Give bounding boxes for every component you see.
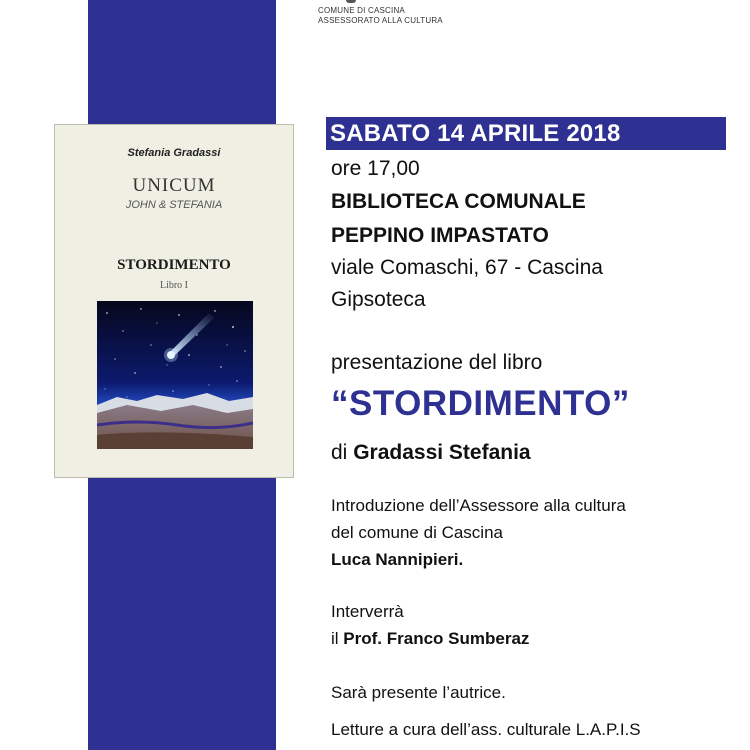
comet-night-sky-illustration	[97, 301, 253, 449]
header-institution	[318, 6, 443, 26]
book-cover-series-subtitle: JOHN & STEFANIA	[125, 199, 223, 211]
event-time: ore 17,00	[331, 157, 420, 180]
book-cover-series: UNICUM	[132, 175, 216, 196]
book-cover-volume: Libro I	[159, 280, 189, 291]
venue-address: viale Comaschi, 67 - Cascina	[331, 256, 603, 279]
venue-line-2: PEPPINO IMPASTATO	[331, 224, 549, 247]
event-date-banner: SABATO 14 APRILE 2018	[326, 117, 726, 150]
venue-location: Gipsoteca	[331, 288, 426, 311]
header-line-2: ASSESSORATO ALLA CULTURA	[318, 16, 443, 25]
readings-note: Letture a cura dell’ass. culturale L.A.P.I.S	[331, 720, 641, 739]
municipal-crest-icon	[346, 0, 356, 3]
presentation-book-title: “STORDIMENTO”	[331, 384, 630, 423]
speaker-prefix: il	[331, 629, 339, 648]
speaker-line-1: Interverrà	[331, 602, 404, 621]
venue-line-1: BIBLIOTECA COMUNALE	[331, 190, 586, 213]
presentation-author	[331, 441, 531, 465]
presentation-author-prefix: di	[331, 441, 348, 464]
introduction-line-1: Introduzione dell’Assessore alla cultura	[331, 496, 626, 515]
presentation-intro: presentazione del libro	[331, 351, 543, 374]
introduction-name: Luca Nannipieri.	[331, 550, 464, 569]
speaker-line-2	[331, 629, 529, 649]
speaker-name: Prof. Franco Sumberaz	[343, 629, 530, 648]
presentation-author-name: Gradassi Stefania	[353, 441, 531, 464]
book-cover	[54, 124, 294, 478]
author-present-note: Sarà presente l’autrice.	[331, 683, 506, 702]
header-line-1: COMUNE DI CASCINA	[318, 6, 405, 15]
introduction-line-2: del comune di Cascina	[331, 523, 503, 542]
book-cover-title: STORDIMENTO	[117, 257, 231, 273]
book-cover-author: Stefania Gradassi	[127, 147, 221, 159]
